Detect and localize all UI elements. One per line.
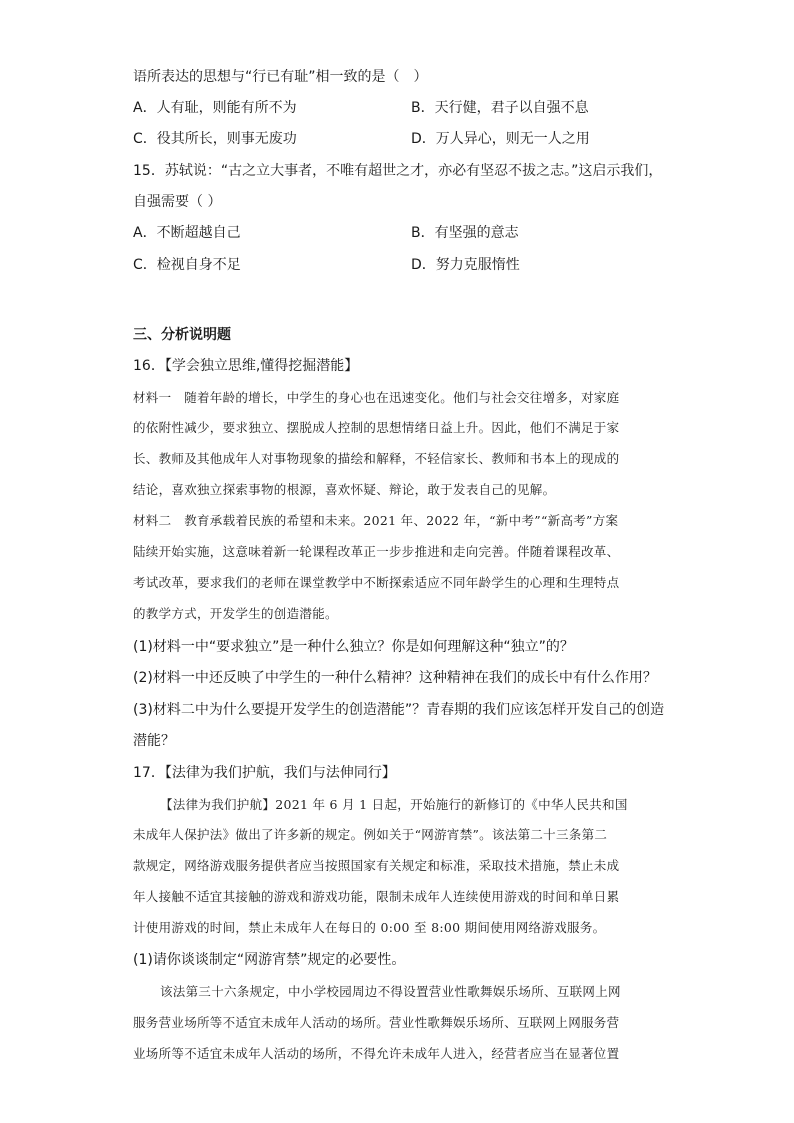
q15-option-b: B．有坚强的意志 [411, 225, 519, 241]
q17-para2-line1: 该法第三十六条规定，中小学校园周边不得设置营业性歌舞娱乐场所、互联网上网 [160, 984, 621, 999]
q16-question-1: (1)材料一中“要求独立”是一种什么独立？你是如何理解这种“独立”的？ [133, 639, 574, 655]
q14-stem: 语所表达的思想与“行已有耻”相一致的是（ ） [133, 69, 428, 85]
q17-para1-line3: 款规定，网络游戏服务提供者应当按照国家有关规定和标准，采取技术措施，禁止未成 [133, 858, 620, 873]
q14-option-c: C．役其所长，则事无废功 [133, 131, 297, 147]
q17-para1-line1: 【法律为我们护航】2021 年 6 月 1 日起，开始施行的新修订的《中华人民共和国 [160, 797, 628, 812]
q17-para1-line5: 计使用游戏的时间，禁止未成年人在每日的 0:00 至 8:00 期间使用网络游戏服务。 [133, 920, 606, 935]
q17-title: 17．【法律为我们护航，我们与法伸同行】 [133, 765, 396, 781]
q16-question-3: (3)材料二中为什么要提开发学生的创造潜能”？青春期的我们应该怎样开发自己的创造 [133, 702, 665, 718]
q15-stem-line2: 自强需要（ ） [133, 194, 222, 210]
q14-option-d: D．万人异心，则无一人之用 [411, 131, 590, 147]
q16-material2-line3: 考试改革，要求我们的老师在课堂教学中不断探索适应不同年龄学生的心理和生理特点 [133, 575, 620, 590]
q16-material2-line4: 的教学方式，开发学生的创造潜能。 [133, 606, 338, 621]
section-title: 三、分析说明题 [133, 327, 231, 343]
q16-material2-line2: 陆续开始实施，这意味着新一轮课程改革正一步步推进和走向完善。伴随着课程改革、 [133, 544, 620, 559]
q16-title: 16．【学会独立思维,懂得挖掘潜能】 [133, 358, 359, 374]
q16-material1-line3: 长、教师及其他成年人对事物现象的描绘和解释，不轻信家长、教师和书本上的现成的 [133, 451, 620, 466]
q15-stem-line1: 15．苏轼说：“古之立大事者，不唯有超世之才，亦必有坚忍不拔之志。”这启示我们， [133, 163, 663, 179]
q17-para1-line4: 年人接触不适宜其接触的游戏和游戏功能，限制未成年人连续使用游戏的时间和单日累 [133, 889, 620, 904]
q17-para2-line2: 服务营业场所等不适宜未成年人活动的场所。营业性歌舞娱乐场所、互联网上网服务营 [133, 1015, 620, 1030]
q16-question-2: (2)材料一中还反映了中学生的一种什么精神？这种精神在我们的成长中有什么作用？ [133, 670, 657, 686]
q14-option-a: A．人有耻，则能有所不为 [133, 100, 297, 116]
q15-option-c: C．检视自身不足 [133, 257, 241, 273]
q15-option-a: A．不断超越自己 [133, 225, 241, 241]
q16-material2-line1: 材料二 教育承载着民族的希望和未来。2021 年、2022 年，“新中考”“新高考”方案 [133, 513, 619, 528]
q16-material1-line1: 材料一 随着年龄的增长，中学生的身心也在迅速变化。他们与社会交往增多，对家庭 [133, 390, 620, 405]
q17-para1-line2: 未成年人保护法》做出了许多新的规定。例如关于“网游宵禁”。该法第二十三条第二 [133, 827, 608, 842]
q16-material1-line4: 结论，喜欢独立探索事物的根源，喜欢怀疑、辩论，敢于发表自己的见解。 [133, 482, 556, 497]
q17-question-1: (1)请你谈谈制定“网游宵禁”规定的必要性。 [133, 952, 406, 968]
q16-material1-line2: 的依附性减少，要求独立、摆脱成人控制的思想情绪日益上升。因此，他们不满足于家 [133, 420, 620, 435]
q17-para2-line3: 业场所等不适宜未成年人活动的场所，不得允许未成年人进入，经营者应当在显著位置 [133, 1046, 620, 1061]
q14-option-b: B．天行健，君子以自强不息 [411, 100, 589, 116]
q16-question-3-cont: 潜能？ [133, 733, 175, 749]
q15-option-d: D．努力克服惰性 [411, 257, 520, 273]
